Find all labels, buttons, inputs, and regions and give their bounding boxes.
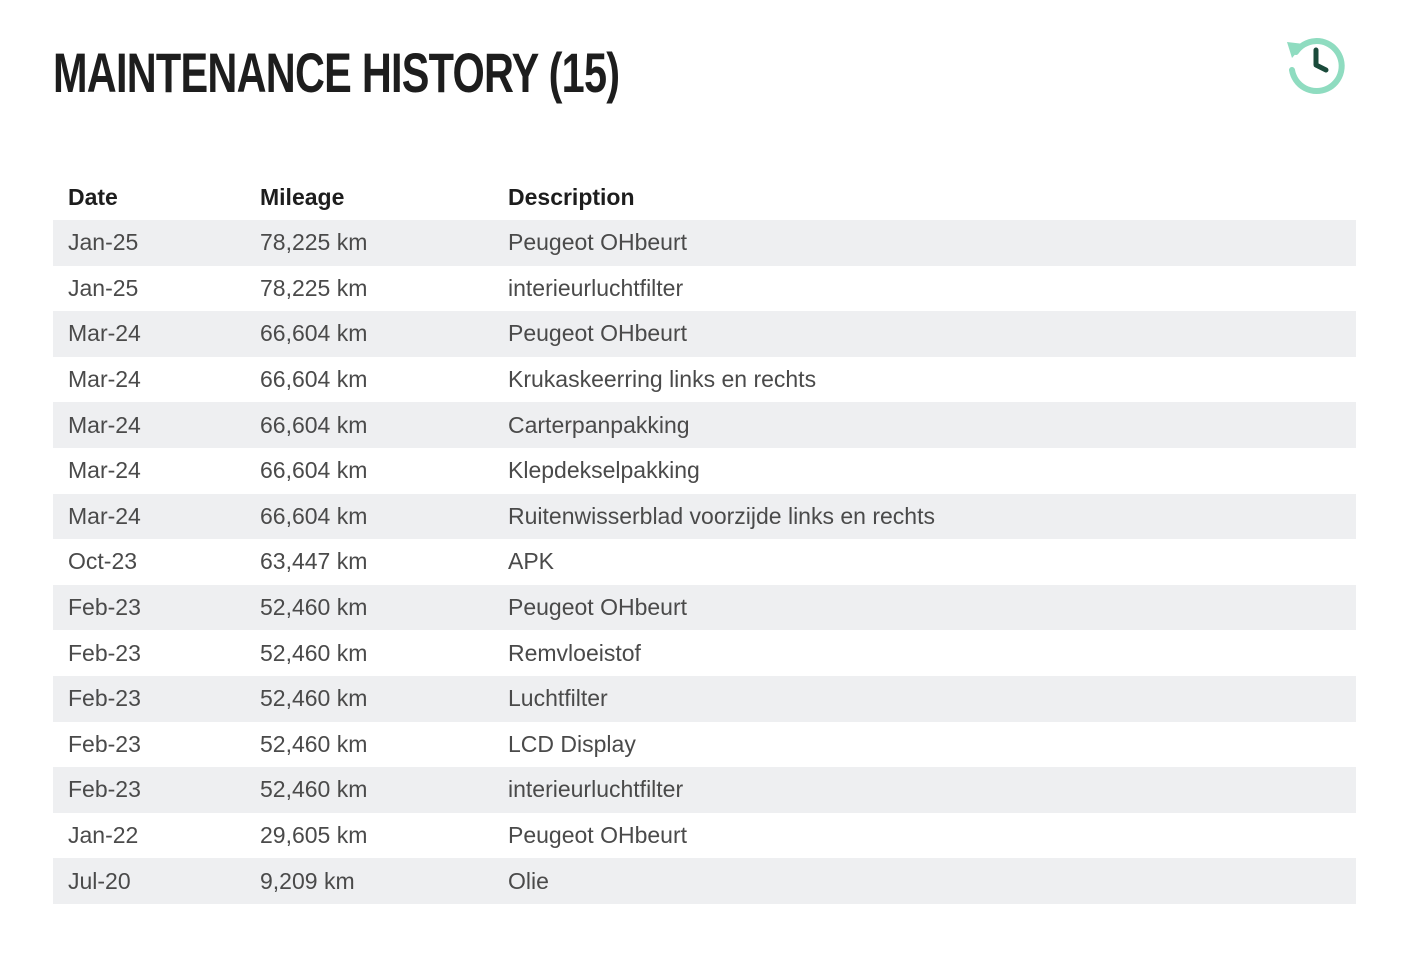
table-body [53,220,1356,904]
table-row [53,585,1356,631]
cell-mileage: 66,604 km [245,494,493,540]
table-row [53,813,1356,859]
table-row [53,402,1356,448]
cell-date: Feb-23 [53,767,245,813]
cell-date: Feb-23 [53,676,245,722]
cell-mileage: 52,460 km [245,767,493,813]
table-row [53,767,1356,813]
table-row [53,630,1356,676]
table-row [53,676,1356,722]
history-icon-graphic [1282,30,1350,98]
cell-date: Mar-24 [53,402,245,448]
cell-date: Feb-23 [53,722,245,768]
table-row [53,494,1356,540]
cell-date: Mar-24 [53,357,245,403]
cell-description: Remvloeistof [493,630,1356,676]
table-row [53,722,1356,768]
table-row [53,539,1356,585]
cell-date: Oct-23 [53,539,245,585]
table-row [53,858,1356,904]
cell-description: Krukaskeerring links en rechts [493,357,1356,403]
cell-mileage: 66,604 km [245,311,493,357]
history-icon[interactable] [1282,30,1350,98]
cell-mileage: 52,460 km [245,585,493,631]
cell-date: Jul-20 [53,858,245,904]
cell-date: Mar-24 [53,311,245,357]
cell-date: Feb-23 [53,630,245,676]
cell-description: Olie [493,858,1356,904]
table-row [53,311,1356,357]
cell-mileage: 63,447 km [245,539,493,585]
cell-date: Jan-25 [53,220,245,266]
cell-date: Mar-24 [53,448,245,494]
page-title: MAINTENANCE HISTORY (15) [53,41,620,104]
cell-mileage: 52,460 km [245,722,493,768]
cell-date: Mar-24 [53,494,245,540]
table-header-row [53,175,1356,220]
cell-description: Peugeot OHbeurt [493,220,1356,266]
cell-description: Klepdekselpakking [493,448,1356,494]
table-row [53,266,1356,312]
cell-mileage: 66,604 km [245,448,493,494]
cell-mileage: 9,209 km [245,858,493,904]
cell-description: Peugeot OHbeurt [493,585,1356,631]
cell-mileage: 78,225 km [245,266,493,312]
cell-description: interieurluchtfilter [493,266,1356,312]
cell-mileage: 52,460 km [245,676,493,722]
cell-description: Carterpanpakking [493,402,1356,448]
cell-description: APK [493,539,1356,585]
cell-date: Jan-22 [53,813,245,859]
cell-description: interieurluchtfilter [493,767,1356,813]
cell-description: Peugeot OHbeurt [493,813,1356,859]
cell-description: LCD Display [493,722,1356,768]
column-header-description: Description [508,184,635,210]
cell-mileage: 29,605 km [245,813,493,859]
maintenance-table [53,175,1356,904]
cell-date: Jan-25 [53,266,245,312]
cell-description: Luchtfilter [493,676,1356,722]
table-row [53,220,1356,266]
cell-mileage: 52,460 km [245,630,493,676]
cell-description: Peugeot OHbeurt [493,311,1356,357]
table-row [53,448,1356,494]
cell-date: Feb-23 [53,585,245,631]
cell-description: Ruitenwisserblad voorzijde links en rechts [493,494,1356,540]
column-header-date: Date [68,184,118,210]
cell-mileage: 66,604 km [245,357,493,403]
cell-mileage: 66,604 km [245,402,493,448]
cell-mileage: 78,225 km [245,220,493,266]
column-header-mileage: Mileage [260,184,345,210]
table-row [53,357,1356,403]
